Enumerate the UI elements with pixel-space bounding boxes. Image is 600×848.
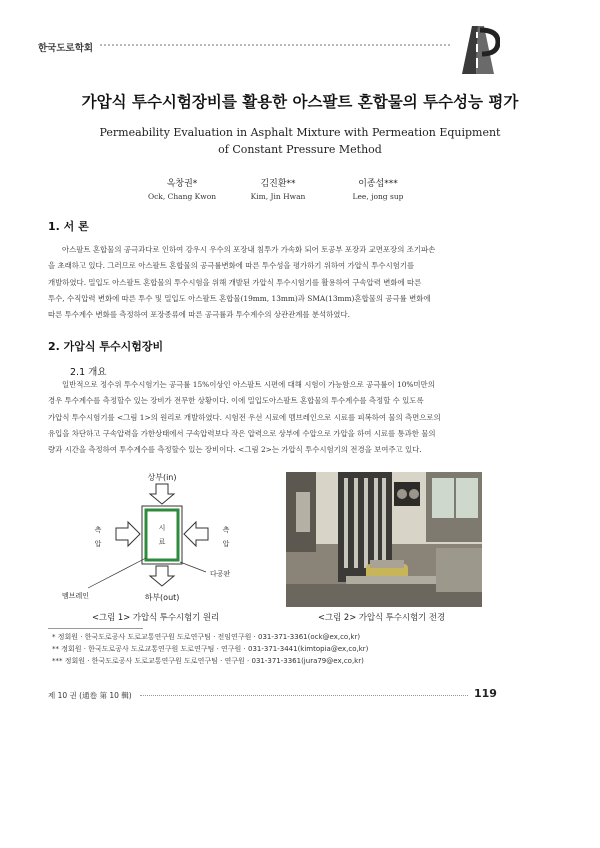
title-en-line-1: Permeability Evaluation in Asphalt Mixture with Permeation Equipment: [99, 126, 501, 139]
author-3: [328, 176, 428, 201]
road-logo-icon: [456, 22, 500, 74]
outflow-arrow: [150, 566, 174, 586]
section-1-line: 을 초래하고 있다. 그러므로 아스팔트 혼합물의 공극률변화에 따른 투수성을 평가하기 위하여 가압식 투수시험기를: [48, 261, 415, 271]
journal-header: 한국도로학회: [38, 43, 94, 54]
diagram-label-top: 상부(in): [147, 473, 177, 482]
svg-text:압: 압: [94, 540, 102, 548]
author-2-name-ko: 김진환**: [260, 179, 296, 189]
figure-1-caption: <그림 1> 가압식 투수시험기 원리: [92, 612, 220, 622]
author-3-name-ko: 이종섭***: [358, 179, 398, 189]
section-2-heading: 2. 가압식 투수시험장비: [48, 340, 164, 353]
volume-info: 제 10 권 (通卷 第 10 輯): [48, 691, 132, 700]
sample-label: 시: [158, 524, 166, 532]
figure-1-principle-diagram: [60, 470, 270, 610]
section-2-line: 량과 시간을 측정하여 투수계수를 측정할수 있는 장비이다. <그림 2>는 가압식 투수시험기의 전경을 보여주고 있다.: [48, 445, 422, 455]
footnote-rule: [48, 628, 143, 629]
porous-plate-label: 다공판: [210, 570, 231, 578]
sample-label: 료: [158, 538, 166, 546]
section-2-line: 일반적으로 정수위 투수시험기는 공극률 15%이상인 아스팔트 시편에 대해 시험이 가능함으로 공극률이 10%미만의: [62, 380, 435, 389]
paper-title-english: [70, 124, 530, 158]
inflow-arrow: [150, 484, 174, 504]
paper-title-korean: 가압식 투수시험장비를 활용한 아스팔트 혼합물의 투수성능 평가: [81, 93, 519, 111]
svg-text:압: 압: [222, 540, 230, 548]
section-2-line: 경우 투수계수를 측정할수 있는 장비가 전무한 상황이다. 이에 밀입도아스팔트 혼합물의 투수계수를 측정할 수 있도록: [48, 396, 424, 406]
author-1: [132, 176, 232, 201]
section-1-line: 따른 투수계수 변화를 측정하여 포장종류에 따른 공극률과 투수계수의 상관관계를 분석하였다.: [48, 310, 350, 320]
section-2-line: 유입을 차단하고 구속압력을 가한상태에서 구속압력보다 작은 압력으로 상부에 수압으로 가압을 하여 시료를 통과한 물의: [48, 428, 436, 438]
diagram-label-bottom: 하부(out): [144, 593, 180, 602]
svg-text:측: 측: [222, 526, 230, 534]
section-1-line: 투수, 수직압력 변화에 따른 투수 및 밀입도 아스팔트 혼합물(19mm, 13mm)과 SMA(13mm)혼합물의 공극률 변화에: [48, 293, 431, 303]
membrane-layer: [146, 510, 178, 560]
section-1-line: 개발하였다. 밀입도 아스팔트 혼합물의 투수시험을 위해 개발된 가압식 투수시험기를 활용하여 구속압력 변화에 따른: [48, 277, 422, 287]
footnote-3: *** 정회원 · 한국도로공사 도로교통연구원 도로연구팀 · 연구원 · 031-371-3361(jura79@ex,co,kr): [52, 657, 364, 665]
left-pressure-arrow: [116, 522, 140, 546]
section-2-body: [48, 377, 551, 458]
svg-text:측: 측: [94, 526, 102, 534]
footer-dotted-rule: [140, 695, 468, 696]
title-en-line-2: of Constant Pressure Method: [218, 143, 382, 156]
author-2-name-en: Kim, Jin Hwan: [250, 192, 306, 201]
author-2: [228, 176, 328, 201]
author-1-name-ko: 옥창권*: [166, 179, 198, 189]
footnote-2: ** 정회원 · 한국도로공사 도로교통연구원 도로연구팀 · 연구원 · 031-371-3441(kimtopia@ex,co,kr): [52, 645, 369, 653]
membrane-label: 멤브레인: [62, 592, 90, 600]
page-number: 119: [474, 687, 497, 700]
author-3-name-en: Lee, jong sup: [352, 192, 404, 201]
footnote-1: * 정회원 · 한국도로공사 도로교통연구원 도로연구팀 · 전임연구원 · 031-371-3361(ock@ex,co,kr): [52, 633, 361, 641]
header-dotted-rule: [100, 44, 450, 46]
subsection-2-1-heading: 2.1 개요: [70, 367, 107, 378]
figure-2-equipment-photo: [286, 472, 482, 607]
figure-2-caption: <그림 2> 가압식 투수시험기 전경: [318, 612, 446, 622]
section-1-line: 아스팔트 혼합물의 공극과다로 인하여 강우시 우수의 포장내 침투가 가속화 되어 토공부 포장과 교면포장의 조기파손: [62, 245, 436, 254]
section-2-line: 가압식 투수시험기를 <그림 1>의 원리로 개발하였다. 시험전 우선 시료에 멤브레인으로 시료를 피복하여 물의 측면으로의: [48, 412, 441, 422]
right-pressure-arrow: [184, 522, 208, 546]
author-1-name-en: Ock, Chang Kwon: [147, 192, 217, 201]
section-1-heading: 1. 서 론: [48, 220, 89, 233]
section-1-body: [48, 242, 551, 323]
